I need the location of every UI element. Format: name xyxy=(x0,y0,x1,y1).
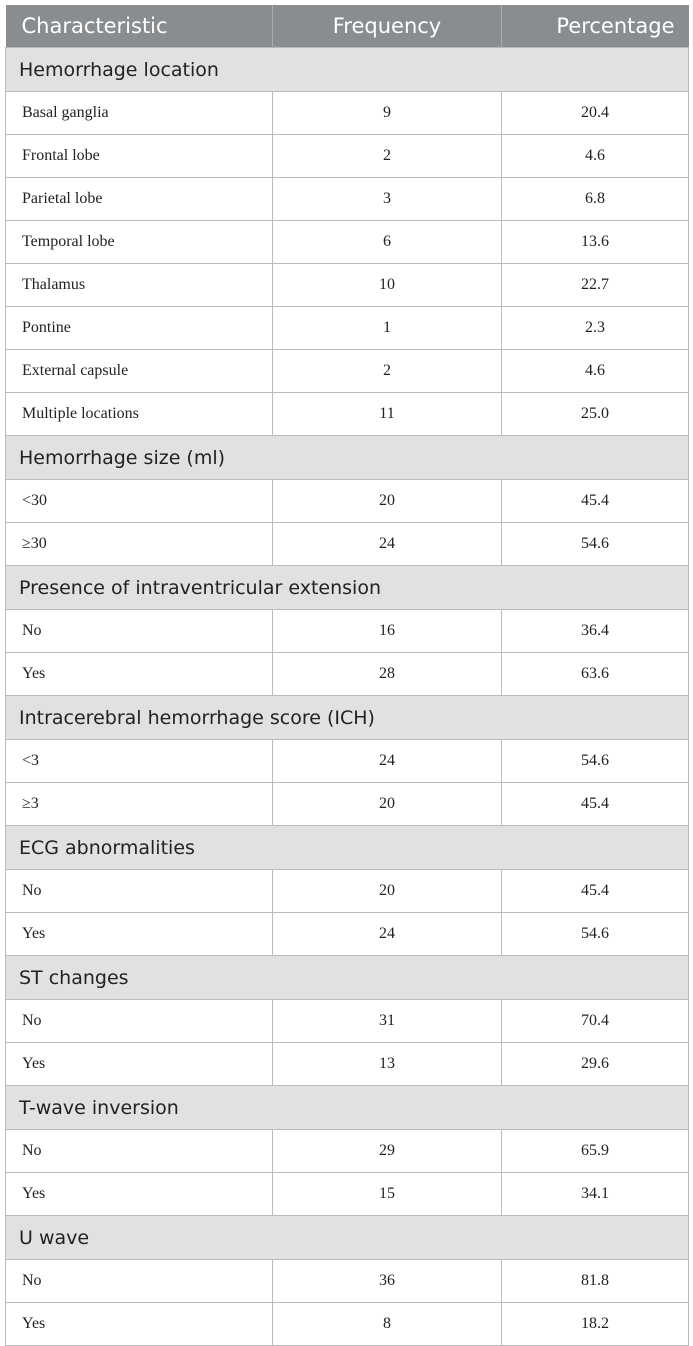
row-frequency: 24 xyxy=(273,523,502,566)
row-frequency: 24 xyxy=(273,913,502,956)
section-title: Hemorrhage location xyxy=(6,48,689,92)
table-row xyxy=(6,1260,689,1303)
row-percentage: 54.6 xyxy=(502,913,689,956)
row-label: ≥30 xyxy=(6,523,273,566)
row-frequency: 6 xyxy=(273,221,502,264)
table-row xyxy=(6,1000,689,1043)
row-frequency: 2 xyxy=(273,350,502,393)
row-label: Frontal lobe xyxy=(6,135,273,178)
table-row xyxy=(6,523,689,566)
row-frequency: 15 xyxy=(273,1173,502,1216)
row-label: Yes xyxy=(6,1173,273,1216)
table-row xyxy=(6,653,689,696)
row-percentage: 65.9 xyxy=(502,1130,689,1173)
table-row xyxy=(6,307,689,350)
table-row xyxy=(6,92,689,135)
row-label: Temporal lobe xyxy=(6,221,273,264)
row-percentage: 34.1 xyxy=(502,1173,689,1216)
section-header-row xyxy=(6,956,689,1000)
row-frequency: 16 xyxy=(273,610,502,653)
row-frequency: 20 xyxy=(273,783,502,826)
row-label: Yes xyxy=(6,653,273,696)
header-percentage: Percentage xyxy=(502,5,689,48)
section-title: Presence of intraventricular extension xyxy=(6,566,689,610)
row-label: No xyxy=(6,1000,273,1043)
table-row xyxy=(6,221,689,264)
row-percentage: 13.6 xyxy=(502,221,689,264)
row-percentage: 6.8 xyxy=(502,178,689,221)
row-frequency: 20 xyxy=(273,480,502,523)
row-label: Thalamus xyxy=(6,264,273,307)
row-percentage: 54.6 xyxy=(502,740,689,783)
row-frequency: 36 xyxy=(273,1260,502,1303)
row-label: <3 xyxy=(6,740,273,783)
row-percentage: 20.4 xyxy=(502,92,689,135)
section-title: T-wave inversion xyxy=(6,1086,689,1130)
row-percentage: 2.3 xyxy=(502,307,689,350)
row-frequency: 8 xyxy=(273,1303,502,1346)
row-label: Yes xyxy=(6,1303,273,1346)
section-title: Hemorrhage size (ml) xyxy=(6,436,689,480)
section-header-row xyxy=(6,1086,689,1130)
table-row xyxy=(6,178,689,221)
row-label: Pontine xyxy=(6,307,273,350)
row-percentage: 29.6 xyxy=(502,1043,689,1086)
characteristics-table xyxy=(5,5,689,1346)
section-header-row xyxy=(6,696,689,740)
row-frequency: 20 xyxy=(273,870,502,913)
table-row xyxy=(6,393,689,436)
row-percentage: 45.4 xyxy=(502,783,689,826)
table-row xyxy=(6,740,689,783)
table-row xyxy=(6,135,689,178)
row-label: ≥3 xyxy=(6,783,273,826)
row-label: Parietal lobe xyxy=(6,178,273,221)
row-frequency: 10 xyxy=(273,264,502,307)
section-header-row xyxy=(6,48,689,92)
row-frequency: 31 xyxy=(273,1000,502,1043)
table-body xyxy=(6,48,689,1346)
section-title: ST changes xyxy=(6,956,689,1000)
row-label: Multiple locations xyxy=(6,393,273,436)
section-header-row xyxy=(6,566,689,610)
table-row xyxy=(6,1130,689,1173)
row-label: No xyxy=(6,1260,273,1303)
row-percentage: 4.6 xyxy=(502,135,689,178)
section-header-row xyxy=(6,826,689,870)
row-percentage: 36.4 xyxy=(502,610,689,653)
row-label: External capsule xyxy=(6,350,273,393)
row-percentage: 4.6 xyxy=(502,350,689,393)
table-row xyxy=(6,610,689,653)
section-header-row xyxy=(6,1216,689,1260)
table-row xyxy=(6,1173,689,1216)
table-row xyxy=(6,480,689,523)
row-percentage: 70.4 xyxy=(502,1000,689,1043)
row-percentage: 63.6 xyxy=(502,653,689,696)
row-frequency: 24 xyxy=(273,740,502,783)
row-percentage: 22.7 xyxy=(502,264,689,307)
row-percentage: 54.6 xyxy=(502,523,689,566)
header-frequency: Frequency xyxy=(273,5,502,48)
row-label: No xyxy=(6,1130,273,1173)
row-label: <30 xyxy=(6,480,273,523)
row-frequency: 1 xyxy=(273,307,502,350)
row-frequency: 28 xyxy=(273,653,502,696)
table-row xyxy=(6,913,689,956)
table-row xyxy=(6,1043,689,1086)
header-characteristic: Characteristic xyxy=(6,5,273,48)
section-title: ECG abnormalities xyxy=(6,826,689,870)
row-frequency: 3 xyxy=(273,178,502,221)
row-percentage: 45.4 xyxy=(502,870,689,913)
row-label: Basal ganglia xyxy=(6,92,273,135)
row-percentage: 25.0 xyxy=(502,393,689,436)
table-row xyxy=(6,783,689,826)
row-label: Yes xyxy=(6,1043,273,1086)
row-percentage: 45.4 xyxy=(502,480,689,523)
section-title: Intracerebral hemorrhage score (ICH) xyxy=(6,696,689,740)
section-title: U wave xyxy=(6,1216,689,1260)
table-row xyxy=(6,264,689,307)
row-frequency: 13 xyxy=(273,1043,502,1086)
row-label: Yes xyxy=(6,913,273,956)
row-frequency: 2 xyxy=(273,135,502,178)
table-row xyxy=(6,1303,689,1346)
row-frequency: 9 xyxy=(273,92,502,135)
table-row xyxy=(6,870,689,913)
row-frequency: 11 xyxy=(273,393,502,436)
section-header-row xyxy=(6,436,689,480)
header-row xyxy=(6,5,689,48)
row-percentage: 81.8 xyxy=(502,1260,689,1303)
row-label: No xyxy=(6,870,273,913)
row-label: No xyxy=(6,610,273,653)
table-row xyxy=(6,350,689,393)
row-percentage: 18.2 xyxy=(502,1303,689,1346)
row-frequency: 29 xyxy=(273,1130,502,1173)
